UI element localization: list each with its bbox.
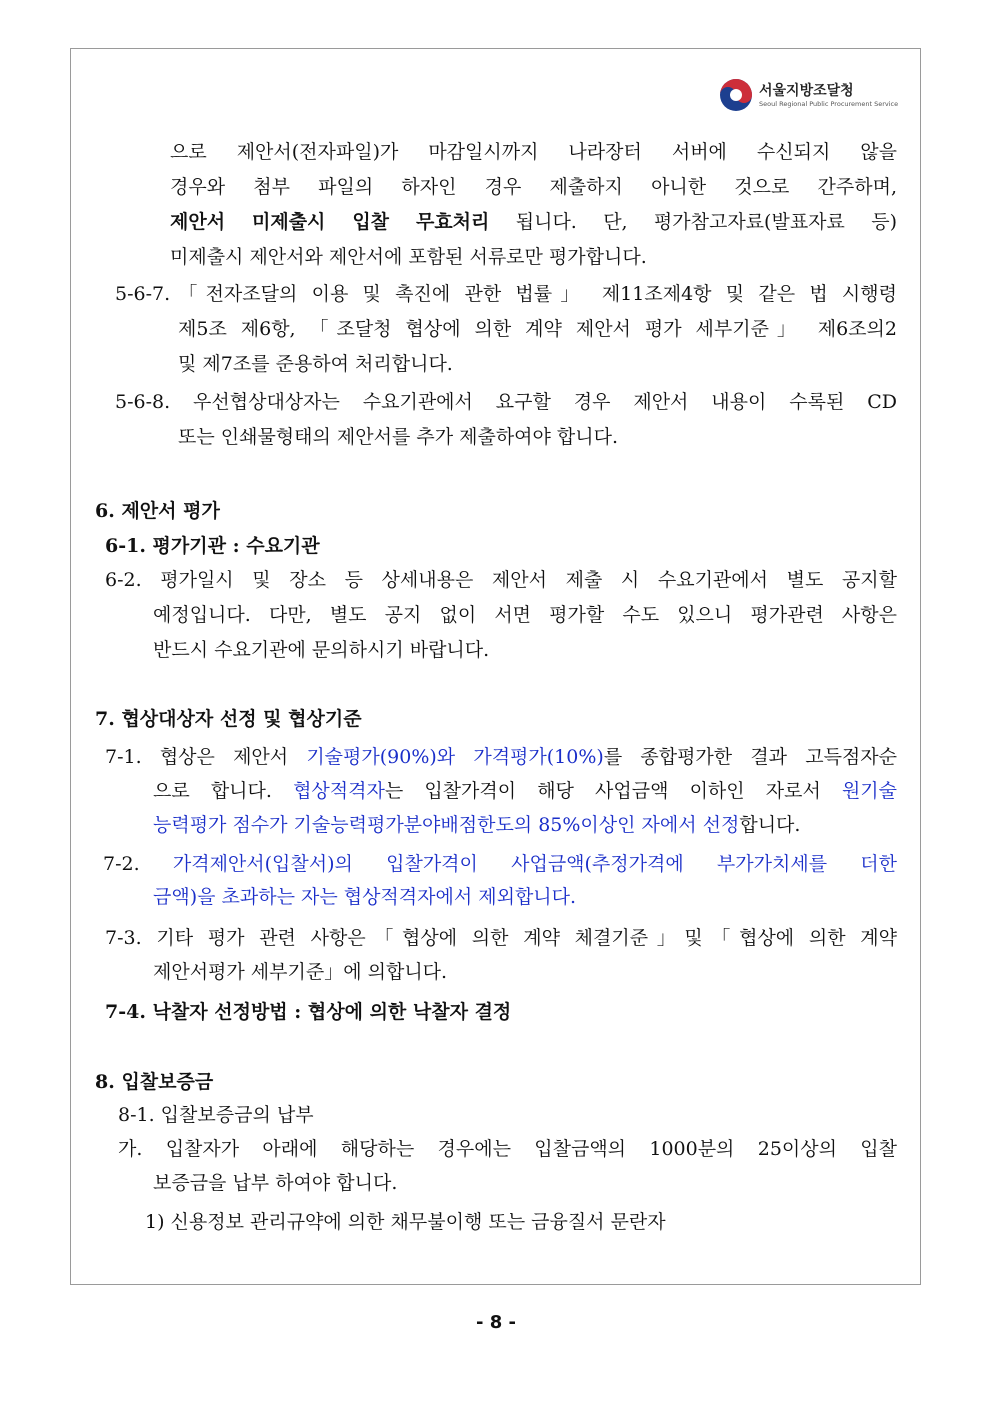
text-line: 미제출시 제안서와 제안서에 포함된 서류로만 평가합니다. <box>170 246 647 268</box>
text-span: 합니다. <box>739 814 801 836</box>
text-line: 반드시 수요기관에 문의하시기 바랍니다. <box>153 639 490 661</box>
clause-5-6-8: 5-6-8. 우선협상대상자는 수요기관에서 요구할 경우 제안서 내용이 수록된 CD <box>115 391 897 413</box>
text-span: 는 입찰가격이 해당 사업금액 이하인 자로서 <box>384 780 842 802</box>
text-line: 보증금을 납부 하여야 합니다. <box>153 1172 398 1194</box>
list-item: 1) 신용정보 관리규약에 의한 채무불이행 또는 금융질서 문란자 <box>145 1211 666 1233</box>
highlight-text: 협상적격자 <box>293 780 385 802</box>
text-span: 됩니다. 단, 평가참고자료(발표자료 등) <box>489 211 898 233</box>
clause-7-1 <box>105 743 897 771</box>
text-line: 예정입니다. 다만, 별도 공지 없이 서면 평가할 수도 있으니 평가관련 사항은 <box>153 604 897 626</box>
page-number: - 8 - <box>476 1312 516 1333</box>
clause-8-1: 8-1. 입찰보증금의 납부 <box>118 1104 314 1126</box>
clause-7-4: 7-4. 낙찰자 선정방법 : 협상에 의한 낙찰자 결정 <box>105 1001 512 1023</box>
highlight-text: 능력평가 점수가 기술능력평가분야배점한도의 85%이상인 자에서 선정 <box>153 814 740 836</box>
clause-6-1: 6-1. 평가기관 : 수요기관 <box>105 535 320 557</box>
item-ga: 가. 입찰자가 아래에 해당하는 경우에는 입찰금액의 1000분의 25이상의 입찰 <box>118 1138 897 1160</box>
clause-5-6-7: 5-6-7.「전자조달의 이용 및 촉진에 관한 법률」 제11조제4항 및 같은 법 시행령 <box>115 283 897 305</box>
text-line: 경우와 첨부 파일의 하자인 경우 제출하지 아니한 것으로 간주하며, <box>170 176 897 198</box>
highlight-text: 가격제안서(입찰서)의 입찰가격이 사업금액(추정가격에 부가가치세를 더한 <box>172 853 897 875</box>
text-span: 으로 합니다. <box>153 780 294 802</box>
section-heading-6: 6. 제안서 평가 <box>95 500 220 522</box>
bold-phrase: 제안서 미제출시 입찰 무효처리 <box>170 211 490 233</box>
text-line <box>170 208 897 236</box>
org-name-en: Seoul Regional Public Procurement Service <box>759 100 899 108</box>
clause-number: 7-2. <box>103 853 173 875</box>
taegeuk-logo-icon <box>719 78 753 112</box>
org-name-ko: 서울지방조달청 <box>759 83 854 99</box>
text-span: 를 종합평가한 결과 고득점자순 <box>603 746 897 768</box>
text-line <box>153 777 897 805</box>
text-span: 7-1. 협상은 제안서 <box>105 746 307 768</box>
clause-7-3: 7-3. 기타 평가 관련 사항은「협상에 의한 계약 체결기준」및「협상에 의한 계약 <box>105 927 897 949</box>
section-heading-7: 7. 협상대상자 선정 및 협상기준 <box>95 708 362 730</box>
org-logo <box>719 78 909 114</box>
text-line <box>153 811 800 839</box>
highlight-text: 기술평가(90%)와 가격평가(10%) <box>306 746 604 768</box>
text-line: 제5조 제6항, 「조달청 협상에 의한 계약 제안서 평가 세부기준」 제6조의2 <box>178 318 897 340</box>
clause-7-2 <box>103 850 897 878</box>
highlight-text: 원기술 <box>841 780 897 802</box>
clause-6-2: 6-2. 평가일시 및 장소 등 상세내용은 제안서 제출 시 수요기관에서 별도 공지할 <box>105 569 897 591</box>
highlight-text: 금액)을 초과하는 자는 협상적격자에서 제외합니다. <box>153 886 577 908</box>
text-line: 또는 인쇄물형태의 제안서를 추가 제출하여야 합니다. <box>178 426 619 448</box>
text-line: 으로 제안서(전자파일)가 마감일시까지 나라장터 서버에 수신되지 않을 <box>170 141 897 163</box>
text-line: 제안서평가 세부기준」에 의합니다. <box>153 961 448 983</box>
text-line: 및 제7조를 준용하여 처리합니다. <box>178 353 453 375</box>
section-heading-8: 8. 입찰보증금 <box>95 1071 214 1093</box>
